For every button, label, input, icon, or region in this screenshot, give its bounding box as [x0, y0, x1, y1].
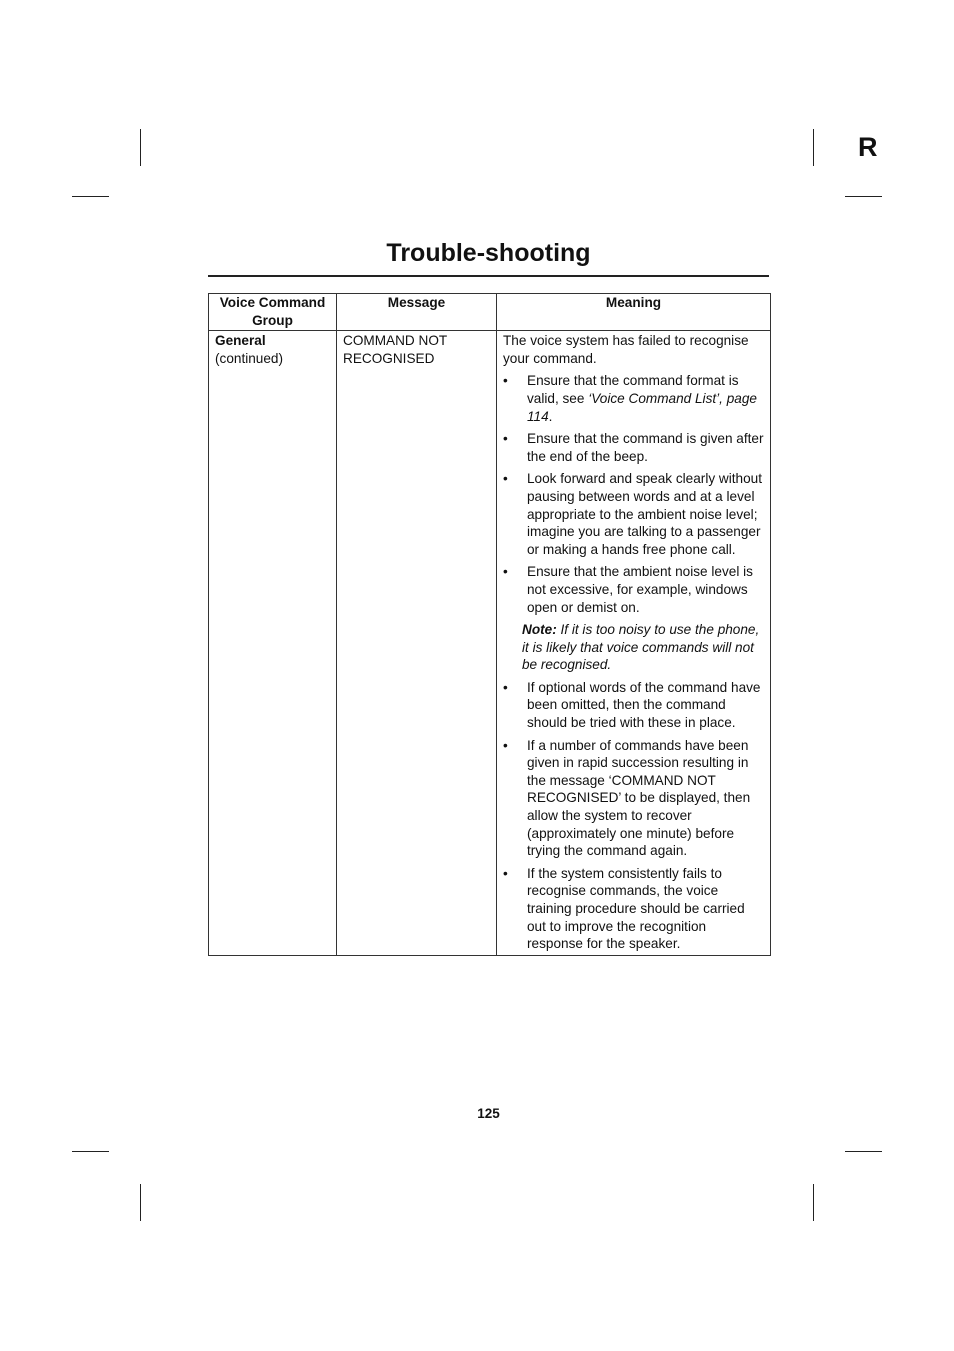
- meaning-list: [503, 372, 764, 616]
- bullet-text: If optional words of the command have been omitted, then the command should be tried with these in place.: [527, 679, 761, 731]
- note: [522, 621, 764, 674]
- bullet-icon: •: [503, 471, 508, 487]
- list-item: [503, 679, 764, 732]
- bullet-icon: •: [503, 431, 508, 447]
- page-number: 125: [477, 1106, 500, 1121]
- bullet-text: Ensure that the ambient noise level is not excessive, for example, windows open or demist on.: [527, 564, 753, 615]
- list-item: [503, 430, 764, 465]
- crop-mark: [140, 1184, 141, 1221]
- crop-mark: [845, 196, 882, 197]
- bullet-icon: •: [503, 737, 508, 753]
- header-voice-command-group: Voice Command Group: [209, 294, 337, 331]
- crop-mark: [72, 1151, 109, 1152]
- crop-mark: [845, 1151, 882, 1152]
- trouble-shooting-table: [208, 293, 771, 956]
- group-name: General: [215, 333, 266, 349]
- page-title: Trouble-shooting: [386, 239, 591, 267]
- bullet-text: If the system consistently fails to recognise commands, the voice training procedure should be carried out to improve the recognition response for the speaker.: [527, 865, 745, 952]
- list-item: [503, 563, 764, 616]
- bullet-icon: •: [503, 865, 508, 881]
- title-rule: [208, 275, 769, 277]
- note-text: If it is too noisy to use the phone, it is likely that voice commands will not be recognised.: [522, 622, 760, 673]
- crop-mark: [140, 129, 141, 166]
- crop-mark: [813, 1184, 814, 1221]
- section-letter: R: [858, 132, 878, 162]
- message-cell: [337, 331, 497, 956]
- meaning-intro: The voice system has failed to recognise your command.: [503, 333, 749, 366]
- bullet-text: If a number of commands have been given in rapid succession resulting in the message ‘COMMAND NOT RECOGNISED’ to be displayed, then allow the system to recover (approximately one minute) before trying the command again.: [527, 737, 751, 859]
- table-header-row: [209, 294, 771, 331]
- note-label: Note:: [522, 622, 557, 638]
- header-meaning: Meaning: [497, 294, 771, 331]
- list-item: [503, 372, 764, 425]
- bullet-text: Look forward and speak clearly without pausing between words and at a level appropriate to the ambient noise level; imagine you are talking to a passenger or making a hands free phone call.: [527, 471, 762, 557]
- group-note: (continued): [215, 350, 284, 366]
- bullet-text: Ensure that the command is given after the end of the beep.: [527, 431, 764, 464]
- message-text: COMMAND NOT RECOGNISED: [343, 333, 447, 366]
- bullet-icon: •: [503, 679, 508, 695]
- cross-reference: ‘Voice Command List’, page 114: [527, 390, 757, 424]
- bullet-text: Ensure that the command format is valid, see: [527, 373, 739, 406]
- list-item: [503, 737, 764, 860]
- bullet-icon: •: [503, 564, 508, 580]
- header-message: Message: [337, 294, 497, 331]
- crop-mark: [813, 129, 814, 166]
- list-item: [503, 470, 764, 558]
- meaning-list-continued: [503, 679, 764, 953]
- bullet-end: .: [548, 408, 553, 424]
- group-cell: [209, 331, 337, 956]
- table-row: [209, 331, 771, 956]
- bullet-icon: •: [503, 373, 508, 389]
- crop-mark: [72, 196, 109, 197]
- list-item: [503, 865, 764, 953]
- meaning-cell: [497, 331, 771, 956]
